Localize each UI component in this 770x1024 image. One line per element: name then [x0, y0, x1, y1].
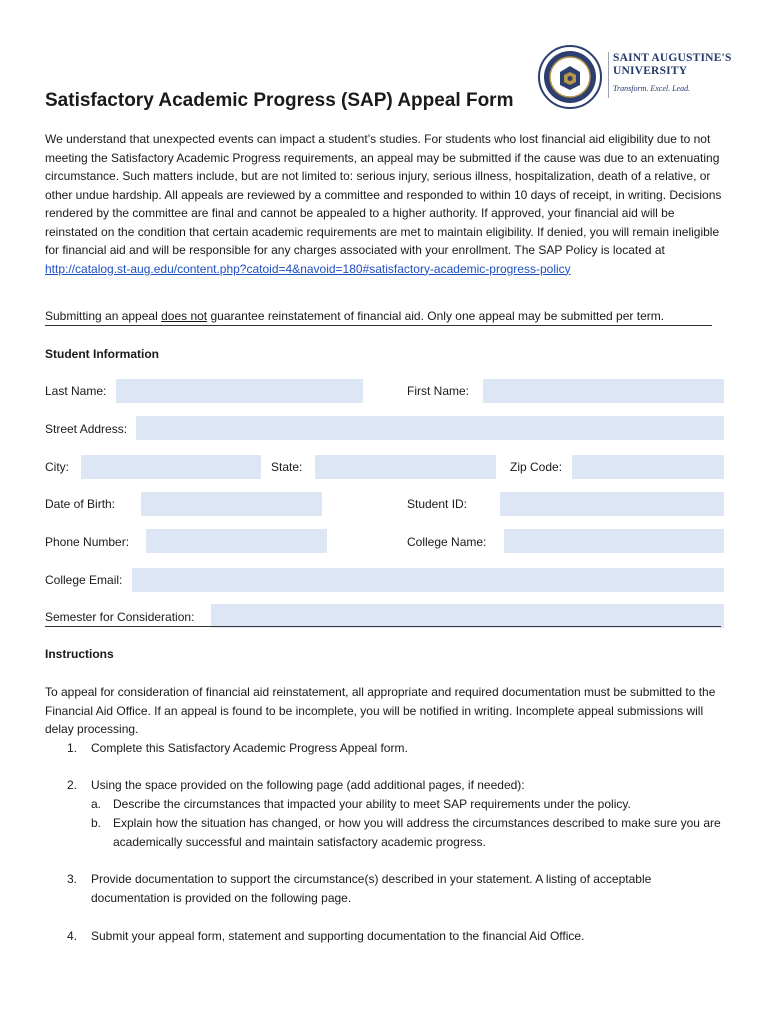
university-seal-icon: [537, 44, 603, 110]
intro-text: We understand that unexpected events can impact a student’s studies. For students who lost financial aid eligibility due to not meeting the Satisfactory Academic Progress requirements, an appeal may be submitted if the cause was due to an extenuating circumstance. Such matters include, but are not limited to: serious injury, serious illness, hospitalization, death of a relative, or other undue hardship. All appeals are reviewed by a committee and responded to within 10 days of receipt, in writing. Decisions rendered by the committee are final and cannot be appealed to a higher authority. If approved, your financial aid will be reinstated on the condition that certain academic requirements are met to maintain eligibility. If denied, you will remain ineligible for financial aid and will be responsible for any charges associated with your enrollment. The SAP Policy is located at: [45, 132, 722, 257]
zip-code-input[interactable]: [572, 455, 724, 479]
step-1-text: Complete this Satisfactory Academic Progress Appeal form.: [91, 741, 408, 755]
page-title: Satisfactory Academic Progress (SAP) Appeal Form: [45, 90, 514, 111]
step-2-text: Using the space provided on the following page (add additional pages, if needed):: [91, 778, 525, 792]
city-input[interactable]: [81, 455, 261, 479]
student-information-heading: Student Information: [45, 347, 159, 361]
instructions-intro: To appeal for consideration of financial aid reinstatement, all appropriate and required documentation must be submitted to the Financial Aid Office. If an appeal is found to be incomplete, you will be notified in writing. Incomplete appeal submissions will delay processing.: [45, 685, 716, 736]
first-name-input[interactable]: [483, 379, 724, 403]
step-3-text: Provide documentation to support the circumstance(s) described in your statement. A listing of acceptable documentation is provided on the following page.: [91, 872, 652, 905]
logo-name-line2: UNIVERSITY: [613, 65, 688, 77]
zip-code-label: Zip Code:: [510, 460, 563, 474]
street-address-label: Street Address:: [45, 422, 128, 436]
substep-a-text: Describe the circumstances that impacted your ability to meet SAP requirements under the policy.: [113, 797, 631, 811]
step-3-number: 3.: [67, 872, 78, 886]
logo-tagline: Transform. Excel. Lead.: [613, 84, 691, 93]
logo-university-name: [613, 52, 732, 78]
university-logo: [537, 44, 737, 106]
phone-number-input[interactable]: [146, 529, 327, 553]
disclaimer-part1: Submitting an appeal: [45, 309, 162, 323]
logo-name-line1: SAINT AUGUSTINE'S: [613, 52, 732, 64]
street-address-input[interactable]: [136, 416, 724, 440]
student-id-input[interactable]: [500, 492, 724, 516]
last-name-input[interactable]: [116, 379, 363, 403]
phone-number-label: Phone Number:: [45, 535, 130, 549]
disclaimer-underlined: does not: [161, 309, 208, 323]
substep-b-letter: b.: [91, 816, 102, 830]
section-divider: [45, 325, 712, 326]
college-email-label: College Email:: [45, 573, 123, 587]
college-email-input[interactable]: [132, 568, 724, 592]
substep-b-text: Explain how the situation has changed, or how you will address the circumstances described to make sure you are academically successful and maintain satisfactory academic progress.: [113, 816, 721, 849]
semester-label: Semester for Consideration:: [45, 610, 195, 624]
appeal-disclaimer: [45, 309, 725, 323]
first-name-label: First Name:: [407, 384, 470, 398]
date-of-birth-label: Date of Birth:: [45, 497, 116, 511]
last-name-label: Last Name:: [45, 384, 107, 398]
city-label: City:: [45, 460, 69, 474]
state-label: State:: [271, 460, 303, 474]
step-2-number: 2.: [67, 778, 78, 792]
instructions-heading: Instructions: [45, 647, 114, 661]
sap-policy-link[interactable]: http://catalog.st-aug.edu/content.php?catoid=4&navoid=180#satisfactory-academic-progress-policy: [45, 261, 571, 276]
semester-input[interactable]: [211, 604, 724, 628]
step-1-number: 1.: [67, 741, 78, 755]
step-4-text: Submit your appeal form, statement and supporting documentation to the financial Aid Office.: [91, 929, 585, 943]
logo-divider: [608, 52, 609, 98]
step-4-number: 4.: [67, 929, 78, 943]
state-input[interactable]: [315, 455, 496, 479]
semester-divider: [45, 626, 721, 627]
substep-a-letter: a.: [91, 797, 102, 811]
college-name-input[interactable]: [504, 529, 724, 553]
intro-paragraph: [45, 130, 725, 278]
college-name-label: College Name:: [407, 535, 487, 549]
disclaimer-part2: guarantee reinstatement of financial aid. Only one appeal may be submitted per term.: [207, 309, 665, 323]
student-id-label: Student ID:: [407, 497, 468, 511]
date-of-birth-input[interactable]: [141, 492, 322, 516]
